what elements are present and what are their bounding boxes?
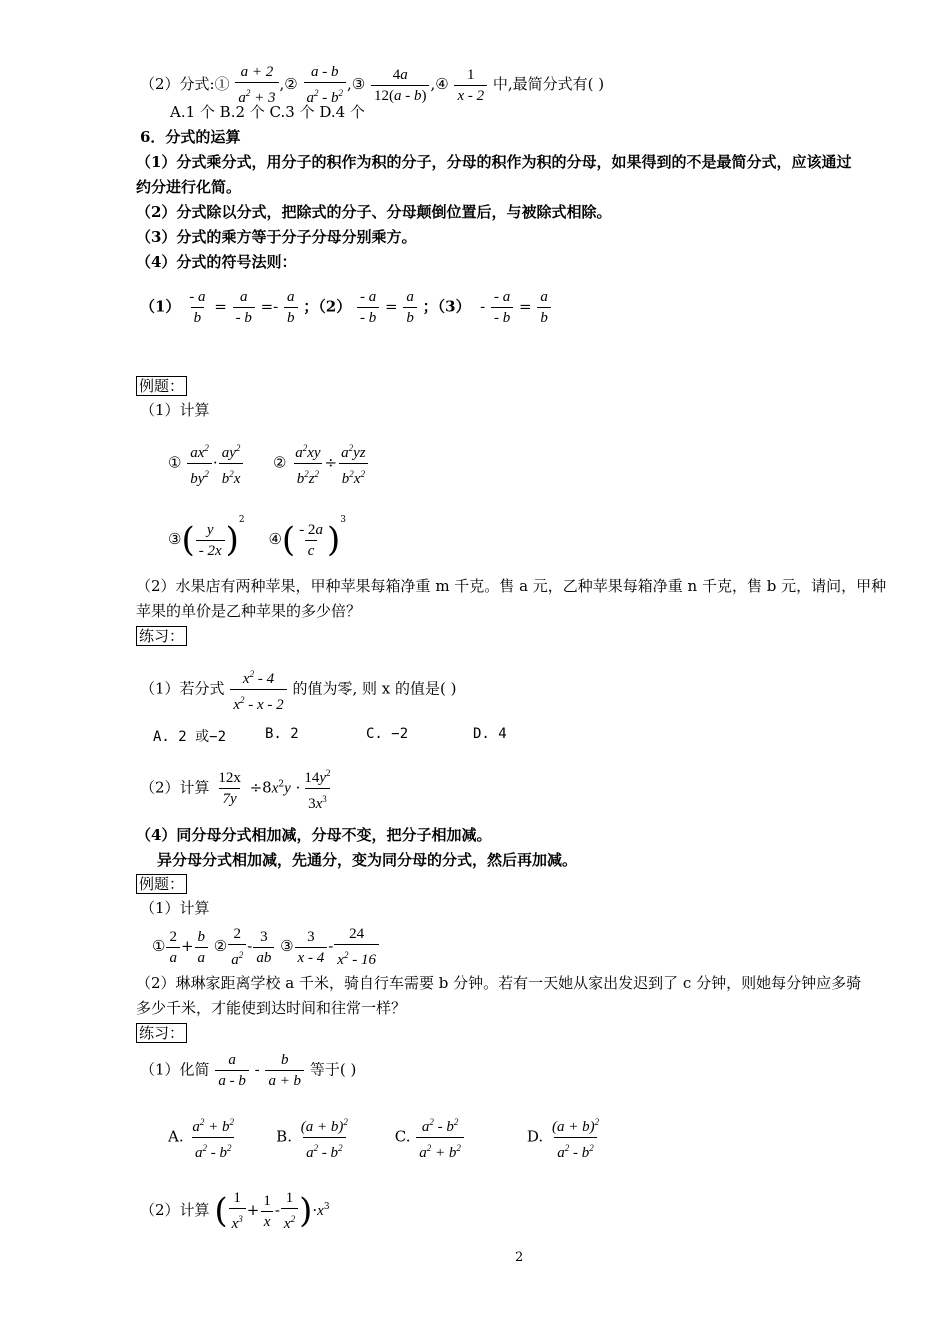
rule-1b: 约分进行化简。 [136, 178, 242, 196]
practice-1-pre: （1）若分式 [140, 679, 225, 698]
example-row-2: ③( $\frac{y}{- 2x}$ )$^2$ ④( $\frac{- 2a}{c}$ )$^3$ [168, 515, 346, 560]
rule-3: （3）分式的乘方等于分子分母分别乘方。 [136, 228, 417, 246]
option-c: C. [394, 1127, 411, 1146]
example-2b: 苹果的单价是乙种苹果的多少倍？ [136, 602, 362, 620]
sign-label-1: （1） [140, 297, 181, 316]
sign-label-3: ；（3） [422, 297, 471, 316]
section-title: 6．分式的运算 [140, 128, 241, 146]
option-c: C. −2 [366, 726, 409, 742]
example-label-2: 例题： [136, 874, 187, 894]
circle-4: ④ [268, 530, 282, 548]
option-a: A. 2 或−2 [153, 729, 227, 745]
practice-3: （1）化简 $\frac{a}{a - b}$ - $\frac{b}{a + b}$ 等于( ) [140, 1052, 357, 1089]
practice-3-options: A. $\frac{a^2 + b^2}{a^2 - b^2}$ B. $\frac{(a + b)^2}{a^2 - b^2}$ C. $\frac{a^2 - b^2}{a^2 + b^2}$ D. $\frac{(a + b)^2}{a^2 - b^2}$ [168, 1117, 600, 1161]
practice-label: 练习： [136, 626, 187, 646]
rule-4c: 异分母分式相加减，先通分，变为同分母的分式，然后再加减。 [157, 851, 578, 869]
practice-4: （2）计算 ( $\frac{1}{x^3}$ + $\frac{1}{x}$ - $\frac{1}{x^2}$ )$\cdot x^3$ [140, 1190, 330, 1232]
practice-3-pre: （1）化简 [140, 1060, 210, 1079]
option-d: D. 4 [473, 726, 507, 742]
option-a: A. [168, 1127, 184, 1146]
page-number: 2 [515, 1250, 524, 1265]
fraction: $\frac{1}{x - 2}$ [454, 65, 487, 106]
circle-3: ③ [168, 530, 182, 548]
example-4b: 多少千米，才能使到达时间和往常一样？ [136, 999, 407, 1017]
fraction: $\frac{a - b}{a^2 - b^2}$ [304, 62, 347, 108]
practice-4-pre: （2）计算 [140, 1201, 210, 1219]
circle-2: ② [272, 453, 287, 472]
q2-choices: A.1 个 B.2 个 C.3 个 D.4 个 [170, 103, 365, 121]
calc-label: （1）计算 [140, 401, 210, 419]
practice-2: （2）计算 $\frac{12x}{7y}$ $\div 8x^2y$ · $\frac{14y^2}{3x^3}$ [140, 768, 331, 812]
example-row-3: ① $\frac{2}{a}$ + $\frac{b}{a}$ ② $\frac{2}{a^2}$ - $\frac{3}{ab}$ ③ $\frac{3}{x - 4}$ - $\frac{24}{x^2 - 16}$ [152, 924, 380, 970]
sign-label-2: ；（2） [303, 297, 352, 316]
circle-1: ① [168, 453, 182, 472]
practice-1-post: 的值为零, 则 x 的值是( ) [292, 679, 457, 698]
fraction: $\frac{a + 2}{a^2 + 3}$ [235, 62, 278, 108]
rule-2: （2）分式除以分式，把除式的分子、分母颠倒位置后，与被除式相除。 [136, 203, 612, 221]
practice-2-pre: （2）计算 [140, 778, 210, 797]
example-2a: （2）水果店有两种苹果，甲种苹果每箱净重 m 千克。售 a 元，乙种苹果每箱净重 n 千克，售 b 元，请问，甲种 [136, 577, 887, 595]
sign-rules: （1） $\frac{- a}{b}$ = $\frac{a}{- b}$ =- $\frac{a}{b}$ ；（2） $\frac{- a}{- b}$ = $\frac{a}{b}$ ；（3） - $\frac{- a}{- b}$ = $\frac{a}{b}$ [140, 287, 552, 328]
practice-1: （1）若分式 $\frac{x^2 - 4}{x^2 - x - 2}$ 的值为零, 则 x 的值是( ) [140, 669, 457, 713]
q2-tail: 中,最简分式有( ) [492, 75, 605, 93]
rule-1a: （1）分式乘分式，用分子的积作为积的分子，分母的积作为积的分母，如果得到的不是最简分式，应该通过 [136, 153, 852, 171]
example-row-1: ① $\frac{ax^2}{by^2}$ · $\frac{ay^2}{b^2x}$ ② $\frac{a^2xy}{b^2z^2}$ ÷ $\frac{a^2yz}{b^2x^2}$ [168, 438, 370, 489]
fraction: $\frac{4a}{12(a - b)}$ [371, 65, 430, 106]
practice-label-2: 练习： [136, 1023, 187, 1043]
example-label: 例题： [136, 376, 187, 396]
option-d: D. [526, 1127, 544, 1146]
option-b: B. 2 [265, 726, 299, 742]
q2-label: （2）分式:① [140, 75, 230, 93]
example-4a: （2）琳琳家距离学校 a 千米，骑自行车需要 b 分钟。若有一天她从家出发迟到了 c 分钟，则她每分钟应多骑 [136, 974, 862, 992]
rule-4: （4）分式的符号法则： [136, 253, 297, 271]
q2-line: （2）分式:① $\frac{a + 2}{a^2 + 3}$ ,② $\frac{a - b}{a^2 - b^2}$ ,③ $\frac{4a}{12(a - b)}$ ,④ $\frac{1}{x - 2}$ 中,最简分式有( ) [140, 64, 605, 106]
rule-4b: （4）同分母分式相加减，分母不变，把分子相加减。 [136, 826, 492, 844]
practice-3-post: 等于( ) [309, 1060, 357, 1079]
option-b: B. [276, 1127, 292, 1146]
calc-label-2: （1）计算 [140, 899, 210, 917]
